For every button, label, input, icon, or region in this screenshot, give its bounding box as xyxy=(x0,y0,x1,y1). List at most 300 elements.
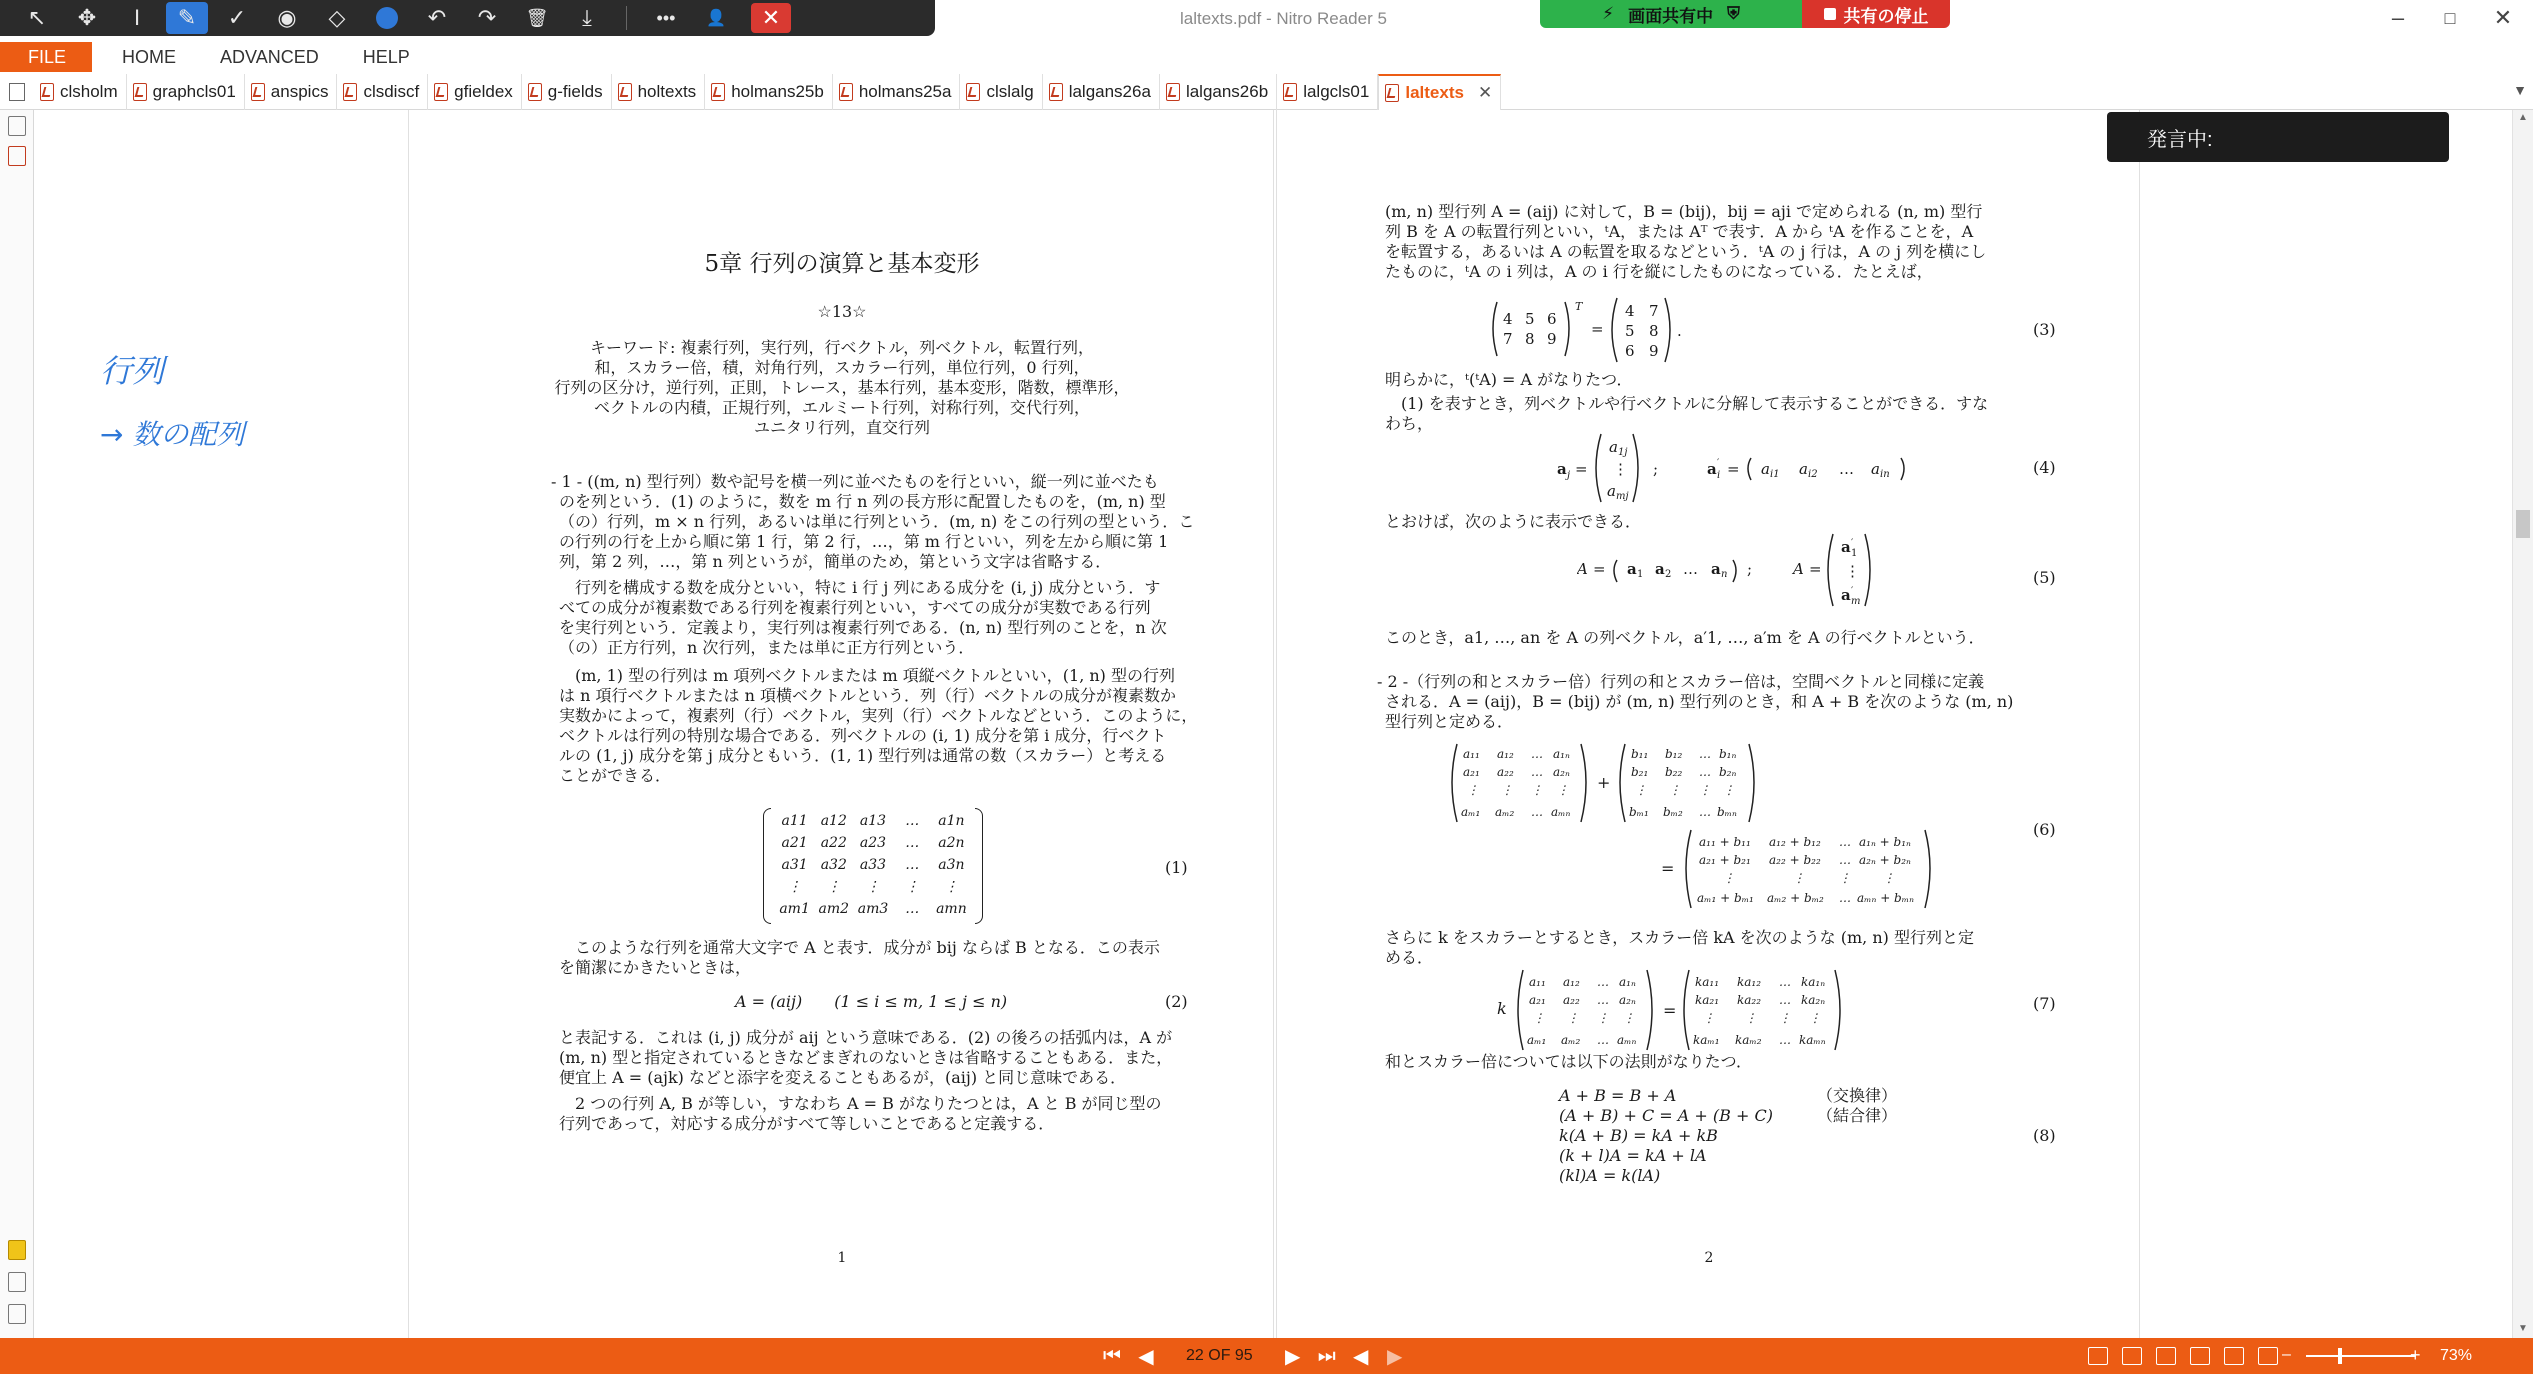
text-line: (1) を表すとき，列ベクトルや行ベクトルに分解して表示することができる．すな xyxy=(1385,394,1989,413)
svg-text:mj: mj xyxy=(1616,491,1629,502)
tab-gfieldex[interactable] xyxy=(428,74,522,110)
svg-text:⋮: ⋮ xyxy=(1623,1011,1635,1025)
pages-panel-icon[interactable] xyxy=(8,116,26,136)
svg-text:1j: 1j xyxy=(1618,447,1628,458)
equation-number: (8) xyxy=(2033,1126,2056,1145)
pdf-icon xyxy=(1166,83,1180,101)
svg-text:j: j xyxy=(1567,470,1571,481)
check-icon[interactable]: ✓ xyxy=(227,5,247,30)
svg-text:bₘ₁: bₘ₁ xyxy=(1629,805,1649,819)
svg-text:…: … xyxy=(1597,993,1609,1007)
next-page-icon[interactable]: ▶ xyxy=(1285,1345,1301,1368)
svg-text:…: … xyxy=(1839,835,1851,849)
previous-page-icon[interactable]: ◀ xyxy=(1138,1345,1154,1368)
matrix-equation-1 xyxy=(763,808,983,924)
svg-text:b₁ₙ: b₁ₙ xyxy=(1719,747,1737,761)
svg-text:aₘ₂: aₘ₂ xyxy=(1561,1033,1581,1047)
svg-text:5: 5 xyxy=(1525,310,1535,328)
color-dot-icon[interactable] xyxy=(362,0,412,36)
zoom-slider-thumb[interactable] xyxy=(2338,1348,2342,1364)
matrix-cell: ⋮ xyxy=(944,879,959,895)
law-line: (kl)A = k(lA) xyxy=(1559,1166,1661,1185)
svg-text:…: … xyxy=(1531,805,1543,819)
text-line: を実行列という．定義より，実行列は複素行列である．(n, n) 型行列のことを，n 次 xyxy=(559,618,1167,637)
tab-clsdiscf[interactable] xyxy=(337,74,428,110)
tab-overflow-icon[interactable]: ▼ xyxy=(2513,82,2527,98)
pdf-icon xyxy=(251,83,265,101)
svg-text:aₘ₂: aₘ₂ xyxy=(1495,805,1515,819)
keywords-line: ベクトルの内積，正規行列，エルミート行列，対称行列，交代行列， xyxy=(593,398,1090,417)
tab-label: laltexts xyxy=(1405,82,1464,102)
fit-width-icon[interactable] xyxy=(2224,1347,2244,1365)
svg-text:⋮: ⋮ xyxy=(1699,783,1711,797)
law-line: (A + B) + C = A + (B + C) xyxy=(1559,1106,1773,1125)
text-line: の行列の行を上から順に第 1 行，第 2 行，…，第 m 行といい，列を左から順に第 1 xyxy=(559,532,1169,551)
stop-sharing-label: 共有の停止 xyxy=(1843,6,1929,26)
svg-text:bₘₙ: bₘₙ xyxy=(1717,805,1737,819)
text-line: このような行列を通常大文字で A と表す．成分が bij ならば B となる．この表示 xyxy=(559,938,1160,957)
download-icon[interactable]: ⤓ xyxy=(582,5,592,30)
sharing-indicator xyxy=(1540,0,1802,28)
svg-text:T: T xyxy=(1575,300,1583,313)
svg-text:=: = xyxy=(1809,560,1822,578)
zoom-out-icon[interactable]: – xyxy=(2282,1346,2291,1363)
svg-text:⋮: ⋮ xyxy=(1723,871,1735,885)
svg-text:kaₘₙ: kaₘₙ xyxy=(1799,1033,1826,1047)
page-indicator[interactable]: 22 OF 95 xyxy=(1186,1347,1253,1364)
output-panel-icon[interactable] xyxy=(8,1304,26,1324)
matrix-cell: a3n xyxy=(938,857,965,873)
keywords-line: ユニタリ行列，直交行列 xyxy=(753,418,930,437)
svg-text:7: 7 xyxy=(1649,302,1659,320)
text-line: 和とスカラー倍については以下の法則がなりたつ． xyxy=(1385,1052,1753,1071)
matrix-cell: a13 xyxy=(859,813,887,829)
text-line: （の）行列，m × n 行列，あるいは単に行列という．(m, n) をこの行列の型という．こ xyxy=(559,512,1195,531)
law-line: k(A + B) = kA + kB xyxy=(1559,1126,1718,1145)
forward-view-icon[interactable]: ▶ xyxy=(1387,1345,1403,1368)
tab-lalgans26b[interactable] xyxy=(1160,74,1277,110)
matrix-cell: a21 xyxy=(781,835,808,851)
matrix-cell: a22 xyxy=(820,835,847,851)
text-line: べての成分が複素数である行列を複素行列といい，すべての成分が実数である行列 xyxy=(559,598,1151,617)
text-line: を簡潔にかきたいときは， xyxy=(559,958,752,977)
more-icon[interactable]: ••• xyxy=(656,7,676,28)
scroll-down-icon[interactable]: ▼ xyxy=(2518,1323,2528,1334)
speaking-label: 発言中: xyxy=(2147,128,2213,151)
tab-label: gfieldex xyxy=(454,81,513,101)
undo-icon[interactable]: ↶ xyxy=(427,5,447,30)
svg-text:a: a xyxy=(1841,586,1851,604)
shield-icon: ⛨ xyxy=(1727,4,1740,23)
svg-text:8: 8 xyxy=(1649,322,1659,340)
svg-text:b₁₁: b₁₁ xyxy=(1631,747,1649,761)
svg-text:ka₂ₙ: ka₂ₙ xyxy=(1801,993,1826,1007)
svg-text:⋮: ⋮ xyxy=(1635,783,1647,797)
equation-6-matrix-sum xyxy=(1447,742,2017,912)
svg-text:…: … xyxy=(1839,891,1851,905)
equation-2: A = (aij) (1 ≤ i ≤ m, 1 ≤ j ≤ n) xyxy=(735,992,1008,1011)
text-line: 列 B を A の転置行列といい，ᵗA，または Aᵀ で表す．A から ᵗA を作ることを，A xyxy=(1385,222,1974,241)
text-line: (m, 1) 型の行列は m 項列ベクトルまたは m 項縦ベクトルといい，(1, n) 型の行列 xyxy=(559,666,1176,685)
svg-text:…: … xyxy=(1699,805,1711,819)
close-tab-icon[interactable]: ✕ xyxy=(1477,82,1493,102)
equation-4-vectors xyxy=(1557,430,1977,506)
svg-text:1: 1 xyxy=(1851,548,1858,559)
close-toolbar-icon[interactable]: ✕ xyxy=(751,3,791,33)
fit-page-icon[interactable] xyxy=(2258,1347,2278,1365)
svg-text:kaₘ₁: kaₘ₁ xyxy=(1693,1033,1720,1047)
matrix-cell: … xyxy=(905,835,920,851)
svg-text:bₘ₂: bₘ₂ xyxy=(1663,805,1683,819)
pen-icon[interactable]: ✎ xyxy=(166,2,208,34)
equation-number: (5) xyxy=(2033,568,2056,587)
svg-text:i: i xyxy=(1717,470,1721,481)
svg-text:aₘₙ + bₘₙ: aₘₙ + bₘₙ xyxy=(1857,891,1914,905)
matrix-cell: am1 xyxy=(779,901,810,917)
matrix-cell: a31 xyxy=(781,857,808,873)
document-tabs xyxy=(0,74,2533,110)
text-line: わち， xyxy=(1385,414,1434,433)
text-line: 行列を構成する数を成分といい，特に i 行 j 列にある成分を (i, j) 成分という．す xyxy=(559,578,1161,597)
single-page-view-icon[interactable] xyxy=(2088,1347,2108,1365)
annotation-toolbar xyxy=(0,0,935,36)
redo-icon[interactable]: ↷ xyxy=(477,5,497,30)
law-note: （交換律） xyxy=(1817,1086,1898,1105)
facing-view-icon[interactable] xyxy=(2156,1347,2176,1365)
pdf-page-2 xyxy=(1276,110,2140,1338)
text-line: - 1 - ((m, n) 型行列）数や記号を横一列に並べたものを行といい，縦一列に並べたも xyxy=(551,472,1159,491)
svg-text:.: . xyxy=(1677,322,1682,340)
stop-sharing-button[interactable] xyxy=(1802,0,1950,28)
svg-text:a₁₁ + b₁₁: a₁₁ + b₁₁ xyxy=(1699,835,1751,849)
svg-text:ka₁₁: ka₁₁ xyxy=(1695,975,1720,989)
tab-lalgans26a[interactable] xyxy=(1043,74,1160,110)
text-line: 2 つの行列 A, B が等しい，すなわち A = B がなりたつとは，A と B が同じ型の xyxy=(559,1094,1162,1113)
svg-text:a₁₂: a₁₂ xyxy=(1497,747,1514,761)
matrix-cell: amn xyxy=(936,901,967,917)
svg-text:=: = xyxy=(1591,320,1604,338)
matrix-grid xyxy=(775,812,971,918)
svg-text:a₂₂ + b₂₂: a₂₂ + b₂₂ xyxy=(1769,853,1821,867)
text-line: 行列であって，対応する成分がすべて等しいことであると定義する． xyxy=(559,1114,1055,1133)
text-line: （の）正方行列，n 次行列，または単に正方行列という． xyxy=(559,638,975,657)
svg-text:⋮: ⋮ xyxy=(1809,1011,1821,1025)
svg-text:k: k xyxy=(1497,999,1507,1018)
svg-text:6: 6 xyxy=(1547,310,1557,328)
handwriting-line-1: 行列 xyxy=(100,352,165,390)
svg-text:…: … xyxy=(1839,853,1851,867)
tab-label: clslalg xyxy=(986,81,1034,101)
matrix-cell: ⋮ xyxy=(905,879,920,895)
svg-text:a: a xyxy=(1871,460,1880,478)
tab-anspics[interactable] xyxy=(245,74,338,110)
matrix-cell: a33 xyxy=(859,857,887,873)
equation-3-transpose xyxy=(1487,296,1747,366)
svg-text:8: 8 xyxy=(1525,330,1535,348)
svg-text:2: 2 xyxy=(1665,569,1672,580)
pdf-icon xyxy=(343,83,357,101)
pdf-icon xyxy=(133,83,147,101)
text-line: と表記する．これは (i, j) 成分が aij という意味である．(2) の後ろの括弧内は，A が xyxy=(559,1028,1173,1047)
tab-holtexts[interactable] xyxy=(612,74,706,110)
last-page-icon[interactable]: ⏭ xyxy=(1317,1344,1336,1367)
svg-text:a₂ₙ: a₂ₙ xyxy=(1619,993,1636,1007)
svg-text:…: … xyxy=(1699,765,1711,779)
svg-text:⋮: ⋮ xyxy=(1531,783,1543,797)
text-line: は n 項行ベクトルまたは n 項横ベクトルという．列（行）ベクトルの成分が複素数か xyxy=(559,686,1176,705)
tab-label: anspics xyxy=(270,81,329,101)
text-line: とおけば，次のように表示できる． xyxy=(1385,512,1642,531)
text-line: を転置する，あるいは A の転置を取るなどという．ᵗA の j 行は，A の j 列を横にし xyxy=(1385,242,1987,261)
text-line: される．A = (aij)，B = (bij) が (m, n) 型行列のとき，和 A + B を次のような (m, n) xyxy=(1385,692,2014,711)
svg-text:in: in xyxy=(1880,469,1890,480)
zoom-slider[interactable] xyxy=(2306,1355,2416,1357)
svg-text:a: a xyxy=(1707,460,1717,478)
tab-label: lalgcls01 xyxy=(1303,81,1370,101)
svg-text:…: … xyxy=(1531,765,1543,779)
attachments-panel-icon[interactable] xyxy=(8,1272,26,1292)
menu-file[interactable]: FILE xyxy=(0,42,92,72)
svg-text:;: ; xyxy=(1653,460,1659,478)
window-title: laltexts.pdf - Nitro Reader 5 xyxy=(1180,9,1387,28)
svg-text:a: a xyxy=(1799,460,1808,478)
stamp-icon[interactable]: ◉ xyxy=(277,5,297,30)
svg-text:i1: i1 xyxy=(1770,469,1780,480)
toolbar-divider xyxy=(626,6,627,30)
svg-text:=: = xyxy=(1727,460,1740,478)
svg-text:;: ; xyxy=(1747,560,1753,578)
back-view-icon[interactable]: ◀ xyxy=(1353,1345,1369,1368)
bracket-right xyxy=(975,808,983,924)
svg-text:…: … xyxy=(1531,747,1543,761)
continuous-view-icon[interactable] xyxy=(2122,1347,2142,1365)
equation-number: (4) xyxy=(2033,458,2056,477)
equation-number: (1) xyxy=(1165,858,1188,877)
text-line: 明らかに，ᵗ(ᵗA) = A がなりたつ． xyxy=(1385,370,1633,389)
document-workspace[interactable] xyxy=(34,110,2512,1338)
matrix-cell: a11 xyxy=(781,813,808,829)
text-line: 列，第 2 列，…，第 n 列というが，簡単のため，第という文字は省略する． xyxy=(559,552,1112,571)
left-panel-bar xyxy=(0,110,34,1338)
text-line: たものに，ᵗA の i 列は，A の i 行を縦にしたものになっている．たとえば， xyxy=(1385,262,1933,281)
facing-continuous-view-icon[interactable] xyxy=(2190,1347,2210,1365)
text-line: める． xyxy=(1385,948,1434,967)
stop-icon xyxy=(1824,8,1836,20)
svg-text:A: A xyxy=(1577,560,1588,578)
svg-text:kaₘ₂: kaₘ₂ xyxy=(1735,1033,1762,1047)
svg-text:⋮: ⋮ xyxy=(1703,1011,1715,1025)
svg-text:⋮: ⋮ xyxy=(1597,1011,1609,1025)
tab-lalgcls01[interactable] xyxy=(1277,74,1378,110)
vertical-scrollbar[interactable] xyxy=(2512,110,2533,1338)
svg-text:aₘ₂ + bₘ₂: aₘ₂ + bₘ₂ xyxy=(1767,891,1824,905)
svg-text:…: … xyxy=(1779,1033,1791,1047)
pdf-icon xyxy=(839,83,853,101)
tab-laltexts[interactable] xyxy=(1378,74,1501,110)
svg-text:a₂₁: a₂₁ xyxy=(1463,765,1480,779)
text-line: 型行列と定める． xyxy=(1385,712,1514,731)
bookmarks-panel-icon[interactable] xyxy=(8,146,26,166)
svg-text:⋮: ⋮ xyxy=(1745,1011,1757,1025)
svg-text:a: a xyxy=(1711,560,1721,578)
svg-text:7: 7 xyxy=(1503,330,1513,348)
matrix-cell: ⋮ xyxy=(787,879,802,895)
tab-clslalg[interactable] xyxy=(960,74,1042,110)
text-line: ことができる． xyxy=(559,766,672,785)
svg-text:a₁ₙ: a₁ₙ xyxy=(1619,975,1636,989)
tab-clsholm[interactable] xyxy=(34,74,127,110)
svg-text:ka₁ₙ: ka₁ₙ xyxy=(1801,975,1826,989)
text-cursor-icon[interactable]: I xyxy=(133,5,141,30)
svg-text:ka₁₂: ka₁₂ xyxy=(1737,975,1762,989)
text-line: 便宜上 A = (ajk) などと添字を変えることもあるが，(aij) と同じ意味である． xyxy=(559,1068,1127,1087)
pdf-icon xyxy=(1385,84,1399,102)
equation-number: (2) xyxy=(1165,992,1188,1011)
tab-label: lalgans26a xyxy=(1068,81,1151,101)
keywords-line: 和，スカラー倍，積，対角行列，スカラー行列，単位行列，0 行列， xyxy=(594,358,1090,377)
svg-text:n: n xyxy=(1721,569,1728,580)
tab-label: clsholm xyxy=(60,81,118,101)
svg-text:b₁₂: b₁₂ xyxy=(1665,747,1683,761)
menu-advanced[interactable]: ADVANCED xyxy=(220,46,319,67)
screen-share-bar xyxy=(1540,0,1950,28)
svg-text:9: 9 xyxy=(1649,342,1659,360)
menu-help[interactable]: HELP xyxy=(362,46,410,67)
ribbon-menu xyxy=(0,42,2533,72)
first-page-icon[interactable]: ⏮ xyxy=(1103,1344,1121,1367)
chapter-title: 5章 行列の演算と基本変形 xyxy=(704,251,980,277)
svg-text:⋮: ⋮ xyxy=(1557,783,1569,797)
tab-label: holmans25a xyxy=(858,81,952,101)
svg-text:⋮: ⋮ xyxy=(1883,871,1895,885)
pdf-icon xyxy=(966,83,980,101)
svg-text:a₂ₙ + b₂ₙ: a₂ₙ + b₂ₙ xyxy=(1859,853,1911,867)
eraser-icon[interactable]: ◇ xyxy=(328,5,346,30)
tab-label: graphcls01 xyxy=(152,81,236,101)
svg-text:A: A xyxy=(1793,560,1804,578)
stars-label: ☆13☆ xyxy=(817,302,867,321)
tab-label: g-fields xyxy=(547,81,603,101)
svg-text:6: 6 xyxy=(1625,342,1635,360)
pdf-icon xyxy=(528,83,542,101)
svg-text:1: 1 xyxy=(1637,569,1644,580)
bracket-left xyxy=(763,808,771,924)
text-line: ベクトルは行列の特別な場合である．列ベクトルの (i, 1) 成分を第 i 成分，行ベクト xyxy=(559,726,1167,745)
move-icon[interactable]: ✥ xyxy=(77,5,97,30)
zoom-in-icon[interactable]: + xyxy=(2410,1345,2421,1365)
tabs-menu-icon[interactable] xyxy=(0,74,34,110)
svg-text:′: ′ xyxy=(1851,538,1854,549)
svg-text:m: m xyxy=(1851,596,1861,607)
svg-text:a₂₁ + b₂₁: a₂₁ + b₂₁ xyxy=(1699,853,1751,867)
delete-icon[interactable]: 🗑 xyxy=(525,7,549,28)
svg-text:′: ′ xyxy=(1851,586,1854,597)
law-note: （結合律） xyxy=(1817,1106,1898,1125)
page-number: 2 xyxy=(1704,1250,1714,1266)
user-settings-icon[interactable]: 👤 xyxy=(706,10,726,27)
svg-text:⋮: ⋮ xyxy=(1723,783,1735,797)
svg-text:aₘₙ: aₘₙ xyxy=(1551,805,1571,819)
svg-text:a₁₁: a₁₁ xyxy=(1529,975,1546,989)
svg-text:⋮: ⋮ xyxy=(1779,1011,1791,1025)
page-number: 1 xyxy=(837,1250,847,1266)
svg-text:a: a xyxy=(1609,438,1618,456)
text-line: - 2 -（行列の和とスカラー倍）行列の和とスカラー倍は，空間ベクトルと同様に定義 xyxy=(1377,672,1985,691)
svg-text:a₂₂: a₂₂ xyxy=(1563,993,1580,1007)
tab-holmans25a[interactable] xyxy=(833,74,961,110)
scroll-up-icon[interactable]: ▲ xyxy=(2518,112,2528,123)
svg-text:⋮: ⋮ xyxy=(1839,871,1851,885)
status-bar xyxy=(0,1338,2533,1374)
svg-text:ka₂₂: ka₂₂ xyxy=(1737,993,1762,1007)
svg-text:…: … xyxy=(1839,460,1854,478)
svg-text:a: a xyxy=(1761,460,1770,478)
svg-text:⋮: ⋮ xyxy=(1613,460,1628,478)
svg-text:=: = xyxy=(1661,859,1675,878)
zoom-level[interactable]: 73% xyxy=(2440,1347,2473,1364)
comments-panel-icon[interactable] xyxy=(8,1240,26,1260)
equation-number: (7) xyxy=(2033,994,2056,1013)
text-line: (m, n) 型と指定されているときなどまぎれのないときは省略することもある．また， xyxy=(559,1048,1173,1067)
arrow-icon[interactable]: ↖ xyxy=(27,5,47,30)
svg-text:a₂₂: a₂₂ xyxy=(1497,765,1514,779)
svg-text:…: … xyxy=(1779,993,1791,1007)
tab-label: holtexts xyxy=(637,81,697,101)
svg-text:aₘ₁ + bₘ₁: aₘ₁ + bₘ₁ xyxy=(1697,891,1754,905)
svg-text:⋮: ⋮ xyxy=(1501,783,1513,797)
text-line: 実数かによって，複素列（行）ベクトル，実列（行）ベクトルなどという．このように， xyxy=(559,706,1198,725)
svg-text:⋮: ⋮ xyxy=(1567,1011,1579,1025)
equation-number: (6) xyxy=(2033,820,2056,839)
minimize-button[interactable]: – xyxy=(2391,5,2405,30)
svg-text:4: 4 xyxy=(1503,310,1513,328)
svg-text:′: ′ xyxy=(1717,458,1720,469)
pdf-icon xyxy=(434,83,448,101)
tab-g-fields[interactable] xyxy=(522,74,612,110)
tab-label: lalgans26b xyxy=(1185,81,1269,101)
close-window-button[interactable]: ✕ xyxy=(2493,5,2513,30)
svg-text:a₂ₙ: a₂ₙ xyxy=(1553,765,1570,779)
svg-text:…: … xyxy=(1683,560,1698,578)
matrix-cell: a23 xyxy=(859,835,887,851)
view-mode-group xyxy=(2088,1347,2278,1365)
keywords-line: 行列の区分け，逆行列，正則，トレース，基本行列，基本変形，階数，標準形， xyxy=(554,378,1130,397)
menu-home[interactable]: HOME xyxy=(122,46,177,67)
matrix-cell: am3 xyxy=(857,901,889,917)
scroll-thumb[interactable] xyxy=(2516,510,2530,538)
svg-text:a₂₁: a₂₁ xyxy=(1529,993,1546,1007)
svg-text:⋮: ⋮ xyxy=(1793,871,1805,885)
svg-text:=: = xyxy=(1593,560,1606,578)
handwriting-line-2: → 数の配列 xyxy=(100,418,245,451)
svg-text:a₁ₙ + b₁ₙ: a₁ₙ + b₁ₙ xyxy=(1859,835,1911,849)
law-line: (k + l)A = kA + lA xyxy=(1559,1146,1707,1165)
tab-graphcls01[interactable] xyxy=(127,74,245,110)
pdf-icon xyxy=(1049,83,1063,101)
svg-text:…: … xyxy=(1597,1033,1609,1047)
svg-text:a₁ₙ: a₁ₙ xyxy=(1553,747,1570,761)
page-navigation xyxy=(1100,1338,1407,1374)
matrix-cell: a2n xyxy=(938,835,965,851)
svg-text:b₂ₙ: b₂ₙ xyxy=(1719,765,1737,779)
pdf-icon xyxy=(711,83,725,101)
svg-text:aₘ₁: aₘ₁ xyxy=(1527,1033,1547,1047)
matrix-cell: … xyxy=(905,813,920,829)
matrix-cell: ⋮ xyxy=(865,879,880,895)
maximize-button[interactable]: □ xyxy=(2444,7,2456,28)
svg-text:a₁₂: a₁₂ xyxy=(1563,975,1580,989)
tab-holmans25b[interactable] xyxy=(705,74,833,110)
